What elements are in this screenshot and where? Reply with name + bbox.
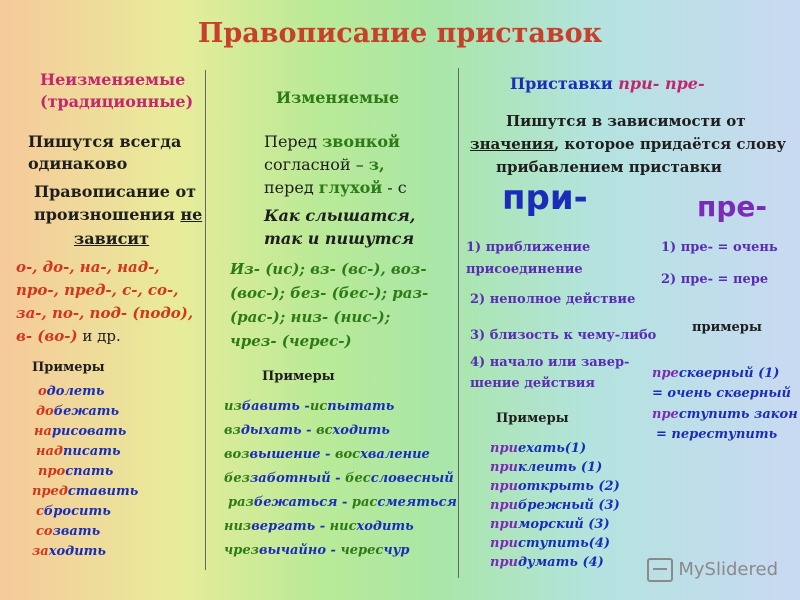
col1-prefix-line-2: про-, пред-, с-, со-, — [16, 281, 179, 299]
list-item: заходить — [32, 544, 106, 559]
col1-header-line2: (традиционные) — [40, 92, 194, 111]
col1-prefix-line-3: за-, по-, под- (подо), — [16, 304, 194, 322]
column-divider-left — [205, 70, 206, 570]
pre-heading: пре- — [697, 190, 767, 223]
list-item: прибрежный (3) — [490, 498, 620, 513]
list-item: сбросить — [36, 504, 111, 519]
list-item: придумать (4) — [490, 555, 604, 570]
watermark-logo: MySlidered — [647, 558, 778, 582]
col2-prefix-line-3: (рас-); низ- (нис-); — [230, 308, 391, 326]
col3-rule-line2: значения, которое придаётся слову — [470, 135, 787, 153]
col2-rule1-line2: согласной – з, — [264, 155, 385, 174]
col2-header: Изменяемые — [276, 88, 400, 107]
list-item: чрезвычайно - чересчур — [224, 543, 410, 558]
pre-meaning-2: 2) пре- = пере — [661, 272, 769, 287]
pri-meaning-4b: шение действия — [470, 376, 596, 391]
col1-rule2-line3: зависит — [74, 229, 150, 248]
col3-rule-line1: Пишутся в зависимости от — [506, 112, 746, 130]
col1-rule1-line1: Пишутся всегда — [28, 132, 182, 151]
col3-rule-line3: прибавлением приставки — [496, 158, 722, 176]
col1-prefix-line-1: о-, до-, на-, над-, — [16, 258, 160, 276]
pri-meaning-1: 1) приближение — [466, 240, 591, 255]
list-item: приморский (3) — [490, 517, 610, 532]
col1-rule2-line2: произношения не — [34, 205, 203, 224]
list-item: разбежаться - рассмеяться — [228, 495, 457, 510]
pre-example-list — [652, 366, 798, 447]
list-item: низвергать - нисходить — [224, 519, 414, 534]
col2-rule2-line1: Как слышатся, — [264, 206, 416, 225]
col3-header: Приставки при- пре- — [510, 74, 705, 93]
pri-meaning-4: 4) начало или завер- — [470, 355, 630, 370]
slides-logo-icon — [647, 558, 673, 582]
list-item: добежать — [36, 404, 120, 419]
list-item: возвышение - восхваление — [224, 447, 430, 462]
list-item: приоткрыть (2) — [490, 479, 620, 494]
col1-examples-label: Примеры — [32, 360, 105, 375]
col1-example-list — [32, 384, 138, 564]
col1-header-line1: Неизменяемые — [40, 70, 186, 89]
pri-meaning-3: 3) близость к чему-либо — [470, 328, 657, 343]
list-item: вздыхать - всходить — [224, 423, 390, 438]
list-item: = переступить — [656, 427, 778, 442]
list-item: приступить(4) — [490, 536, 611, 551]
pre-examples-label: примеры — [692, 320, 762, 335]
list-item: созвать — [36, 524, 101, 539]
pri-meaning-1b: присоединение — [466, 262, 583, 277]
pre-meaning-1: 1) пре- = очень — [661, 240, 778, 255]
col1-rule1-line2: одинаково — [28, 154, 128, 173]
list-item: беззаботный - бессловесный — [224, 471, 454, 486]
list-item: = очень скверный — [652, 386, 792, 401]
col1-prefix-line-4: в- (во-) и др. — [16, 327, 121, 345]
col2-rule2-line2: так и пишутся — [264, 229, 415, 248]
col2-examples-label: Примеры — [262, 369, 335, 384]
col2-prefix-line-4: чрез- (черес-) — [230, 332, 352, 350]
col2-prefix-line-2: (вос-); без- (бес-); раз- — [230, 284, 429, 302]
list-item: одолеть — [38, 384, 105, 399]
list-item: представить — [32, 484, 139, 499]
list-item: приехать(1) — [490, 441, 587, 456]
pri-example-list — [490, 441, 620, 574]
column-divider-right — [458, 68, 459, 578]
pri-heading: при- — [502, 178, 588, 218]
col1-rule2-line1: Правописание от — [34, 182, 197, 201]
list-item: проспать — [38, 464, 114, 479]
list-item: избавить -испытать — [224, 399, 395, 414]
col2-rule1-line1: Перед звонкой — [264, 132, 400, 151]
pri-meaning-2: 2) неполное действие — [470, 292, 636, 307]
list-item: преступить закон — [652, 407, 798, 422]
pri-examples-label: Примеры — [496, 411, 569, 426]
list-item: нарисовать — [34, 424, 127, 439]
list-item: приклеить (1) — [490, 460, 603, 475]
col2-rule1-line3: перед глухой - с — [264, 178, 407, 197]
list-item: прескверный (1) — [652, 366, 780, 381]
list-item: надписать — [36, 444, 121, 459]
col2-prefix-line-1: Из- (ис); вз- (вс-), воз- — [230, 260, 427, 278]
page-title: Правописание приставок — [197, 18, 603, 49]
col2-example-list — [224, 399, 457, 567]
